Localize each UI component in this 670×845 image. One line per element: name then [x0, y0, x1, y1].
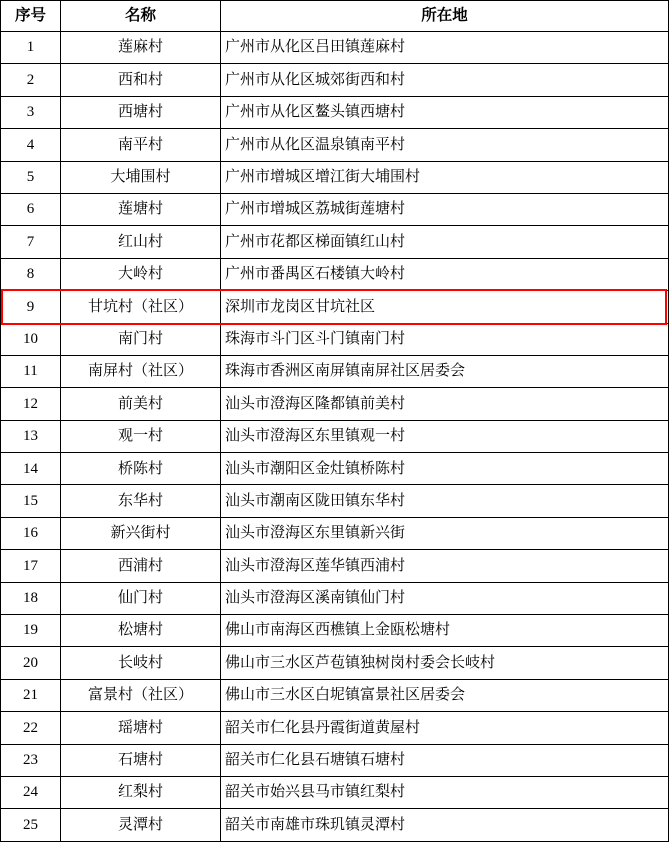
table-row: [1, 420, 669, 452]
cell-name: 观一村: [61, 420, 221, 452]
cell-location: 汕头市澄海区东里镇观一村: [221, 420, 669, 452]
cell-index: 1: [1, 32, 61, 64]
cell-location: 广州市从化区城郊街西和村: [221, 64, 669, 96]
cell-name: 红梨村: [61, 776, 221, 808]
cell-index: 21: [1, 679, 61, 711]
table-row: [1, 161, 669, 193]
table-row: [1, 582, 669, 614]
cell-name: 石塘村: [61, 744, 221, 776]
cell-name: 西浦村: [61, 550, 221, 582]
cell-index: 14: [1, 453, 61, 485]
cell-index: 5: [1, 161, 61, 193]
cell-location: 汕头市澄海区莲华镇西浦村: [221, 550, 669, 582]
cell-index: 13: [1, 420, 61, 452]
table-row: [1, 291, 669, 323]
cell-location: 珠海市香洲区南屏镇南屏社区居委会: [221, 355, 669, 387]
cell-index: 7: [1, 226, 61, 258]
table-row: [1, 258, 669, 290]
cell-index: 24: [1, 776, 61, 808]
table-row: [1, 679, 669, 711]
cell-name: 长岐村: [61, 647, 221, 679]
cell-name: 新兴街村: [61, 517, 221, 549]
cell-name: 莲麻村: [61, 32, 221, 64]
cell-name: 东华村: [61, 485, 221, 517]
table-row: [1, 517, 669, 549]
cell-location: 广州市番禺区石楼镇大岭村: [221, 258, 669, 290]
cell-index: 6: [1, 193, 61, 225]
cell-location: 广州市从化区吕田镇莲麻村: [221, 32, 669, 64]
table-row: [1, 550, 669, 582]
table-row: [1, 193, 669, 225]
table-row: [1, 712, 669, 744]
cell-index: 16: [1, 517, 61, 549]
cell-name: 南门村: [61, 323, 221, 355]
table-row: [1, 776, 669, 808]
cell-location: 汕头市澄海区隆都镇前美村: [221, 388, 669, 420]
table-row: [1, 226, 669, 258]
cell-location: 韶关市仁化县石塘镇石塘村: [221, 744, 669, 776]
table-row: [1, 96, 669, 128]
cell-index: 11: [1, 355, 61, 387]
cell-location: 珠海市斗门区斗门镇南门村: [221, 323, 669, 355]
table-row: [1, 485, 669, 517]
cell-location: 广州市从化区鳌头镇西塘村: [221, 96, 669, 128]
table-body: [1, 32, 669, 842]
cell-index: 12: [1, 388, 61, 420]
cell-index: 18: [1, 582, 61, 614]
cell-location: 佛山市三水区芦苞镇独树岗村委会长岐村: [221, 647, 669, 679]
cell-index: 10: [1, 323, 61, 355]
cell-index: 4: [1, 129, 61, 161]
cell-index: 19: [1, 615, 61, 647]
cell-location: 广州市增城区增江街大埔围村: [221, 161, 669, 193]
table-header-row: [1, 1, 669, 32]
table-row: [1, 453, 669, 485]
column-header-name: 名称: [61, 1, 221, 32]
table-row: [1, 809, 669, 841]
cell-location: 韶关市仁化县丹霞街道黄屋村: [221, 712, 669, 744]
cell-name: 西和村: [61, 64, 221, 96]
cell-name: 红山村: [61, 226, 221, 258]
cell-location: 佛山市三水区白坭镇富景社区居委会: [221, 679, 669, 711]
table-row: [1, 744, 669, 776]
table-row: [1, 323, 669, 355]
cell-index: 20: [1, 647, 61, 679]
cell-name: 甘坑村（社区）: [61, 291, 221, 323]
table-row: [1, 615, 669, 647]
cell-name: 松塘村: [61, 615, 221, 647]
cell-location: 韶关市南雄市珠玑镇灵潭村: [221, 809, 669, 841]
cell-index: 15: [1, 485, 61, 517]
column-header-index: 序号: [1, 1, 61, 32]
table-row: [1, 388, 669, 420]
cell-location: 深圳市龙岗区甘坑社区: [221, 291, 669, 323]
cell-name: 富景村（社区）: [61, 679, 221, 711]
cell-location: 汕头市潮南区陇田镇东华村: [221, 485, 669, 517]
table-header: [1, 1, 669, 32]
cell-index: 22: [1, 712, 61, 744]
cell-name: 瑶塘村: [61, 712, 221, 744]
cell-name: 南屏村（社区）: [61, 355, 221, 387]
cell-name: 大埔围村: [61, 161, 221, 193]
cell-name: 灵潭村: [61, 809, 221, 841]
cell-name: 仙门村: [61, 582, 221, 614]
cell-name: 西塘村: [61, 96, 221, 128]
table-row: [1, 647, 669, 679]
cell-index: 8: [1, 258, 61, 290]
cell-location: 汕头市潮阳区金灶镇桥陈村: [221, 453, 669, 485]
table-row: [1, 355, 669, 387]
table-row: [1, 64, 669, 96]
cell-location: 韶关市始兴县马市镇红梨村: [221, 776, 669, 808]
cell-index: 2: [1, 64, 61, 96]
cell-name: 大岭村: [61, 258, 221, 290]
cell-name: 南平村: [61, 129, 221, 161]
cell-index: 9: [1, 291, 61, 323]
table-row: [1, 129, 669, 161]
cell-location: 广州市花都区梯面镇红山村: [221, 226, 669, 258]
cell-location: 佛山市南海区西樵镇上金瓯松塘村: [221, 615, 669, 647]
cell-index: 23: [1, 744, 61, 776]
cell-index: 25: [1, 809, 61, 841]
cell-name: 前美村: [61, 388, 221, 420]
column-header-location: 所在地: [221, 1, 669, 32]
cell-location: 广州市从化区温泉镇南平村: [221, 129, 669, 161]
cell-location: 广州市增城区荔城街莲塘村: [221, 193, 669, 225]
cell-location: 汕头市澄海区溪南镇仙门村: [221, 582, 669, 614]
cell-name: 莲塘村: [61, 193, 221, 225]
table-row: [1, 32, 669, 64]
cell-location: 汕头市澄海区东里镇新兴街: [221, 517, 669, 549]
cell-name: 桥陈村: [61, 453, 221, 485]
cell-index: 3: [1, 96, 61, 128]
cell-index: 17: [1, 550, 61, 582]
